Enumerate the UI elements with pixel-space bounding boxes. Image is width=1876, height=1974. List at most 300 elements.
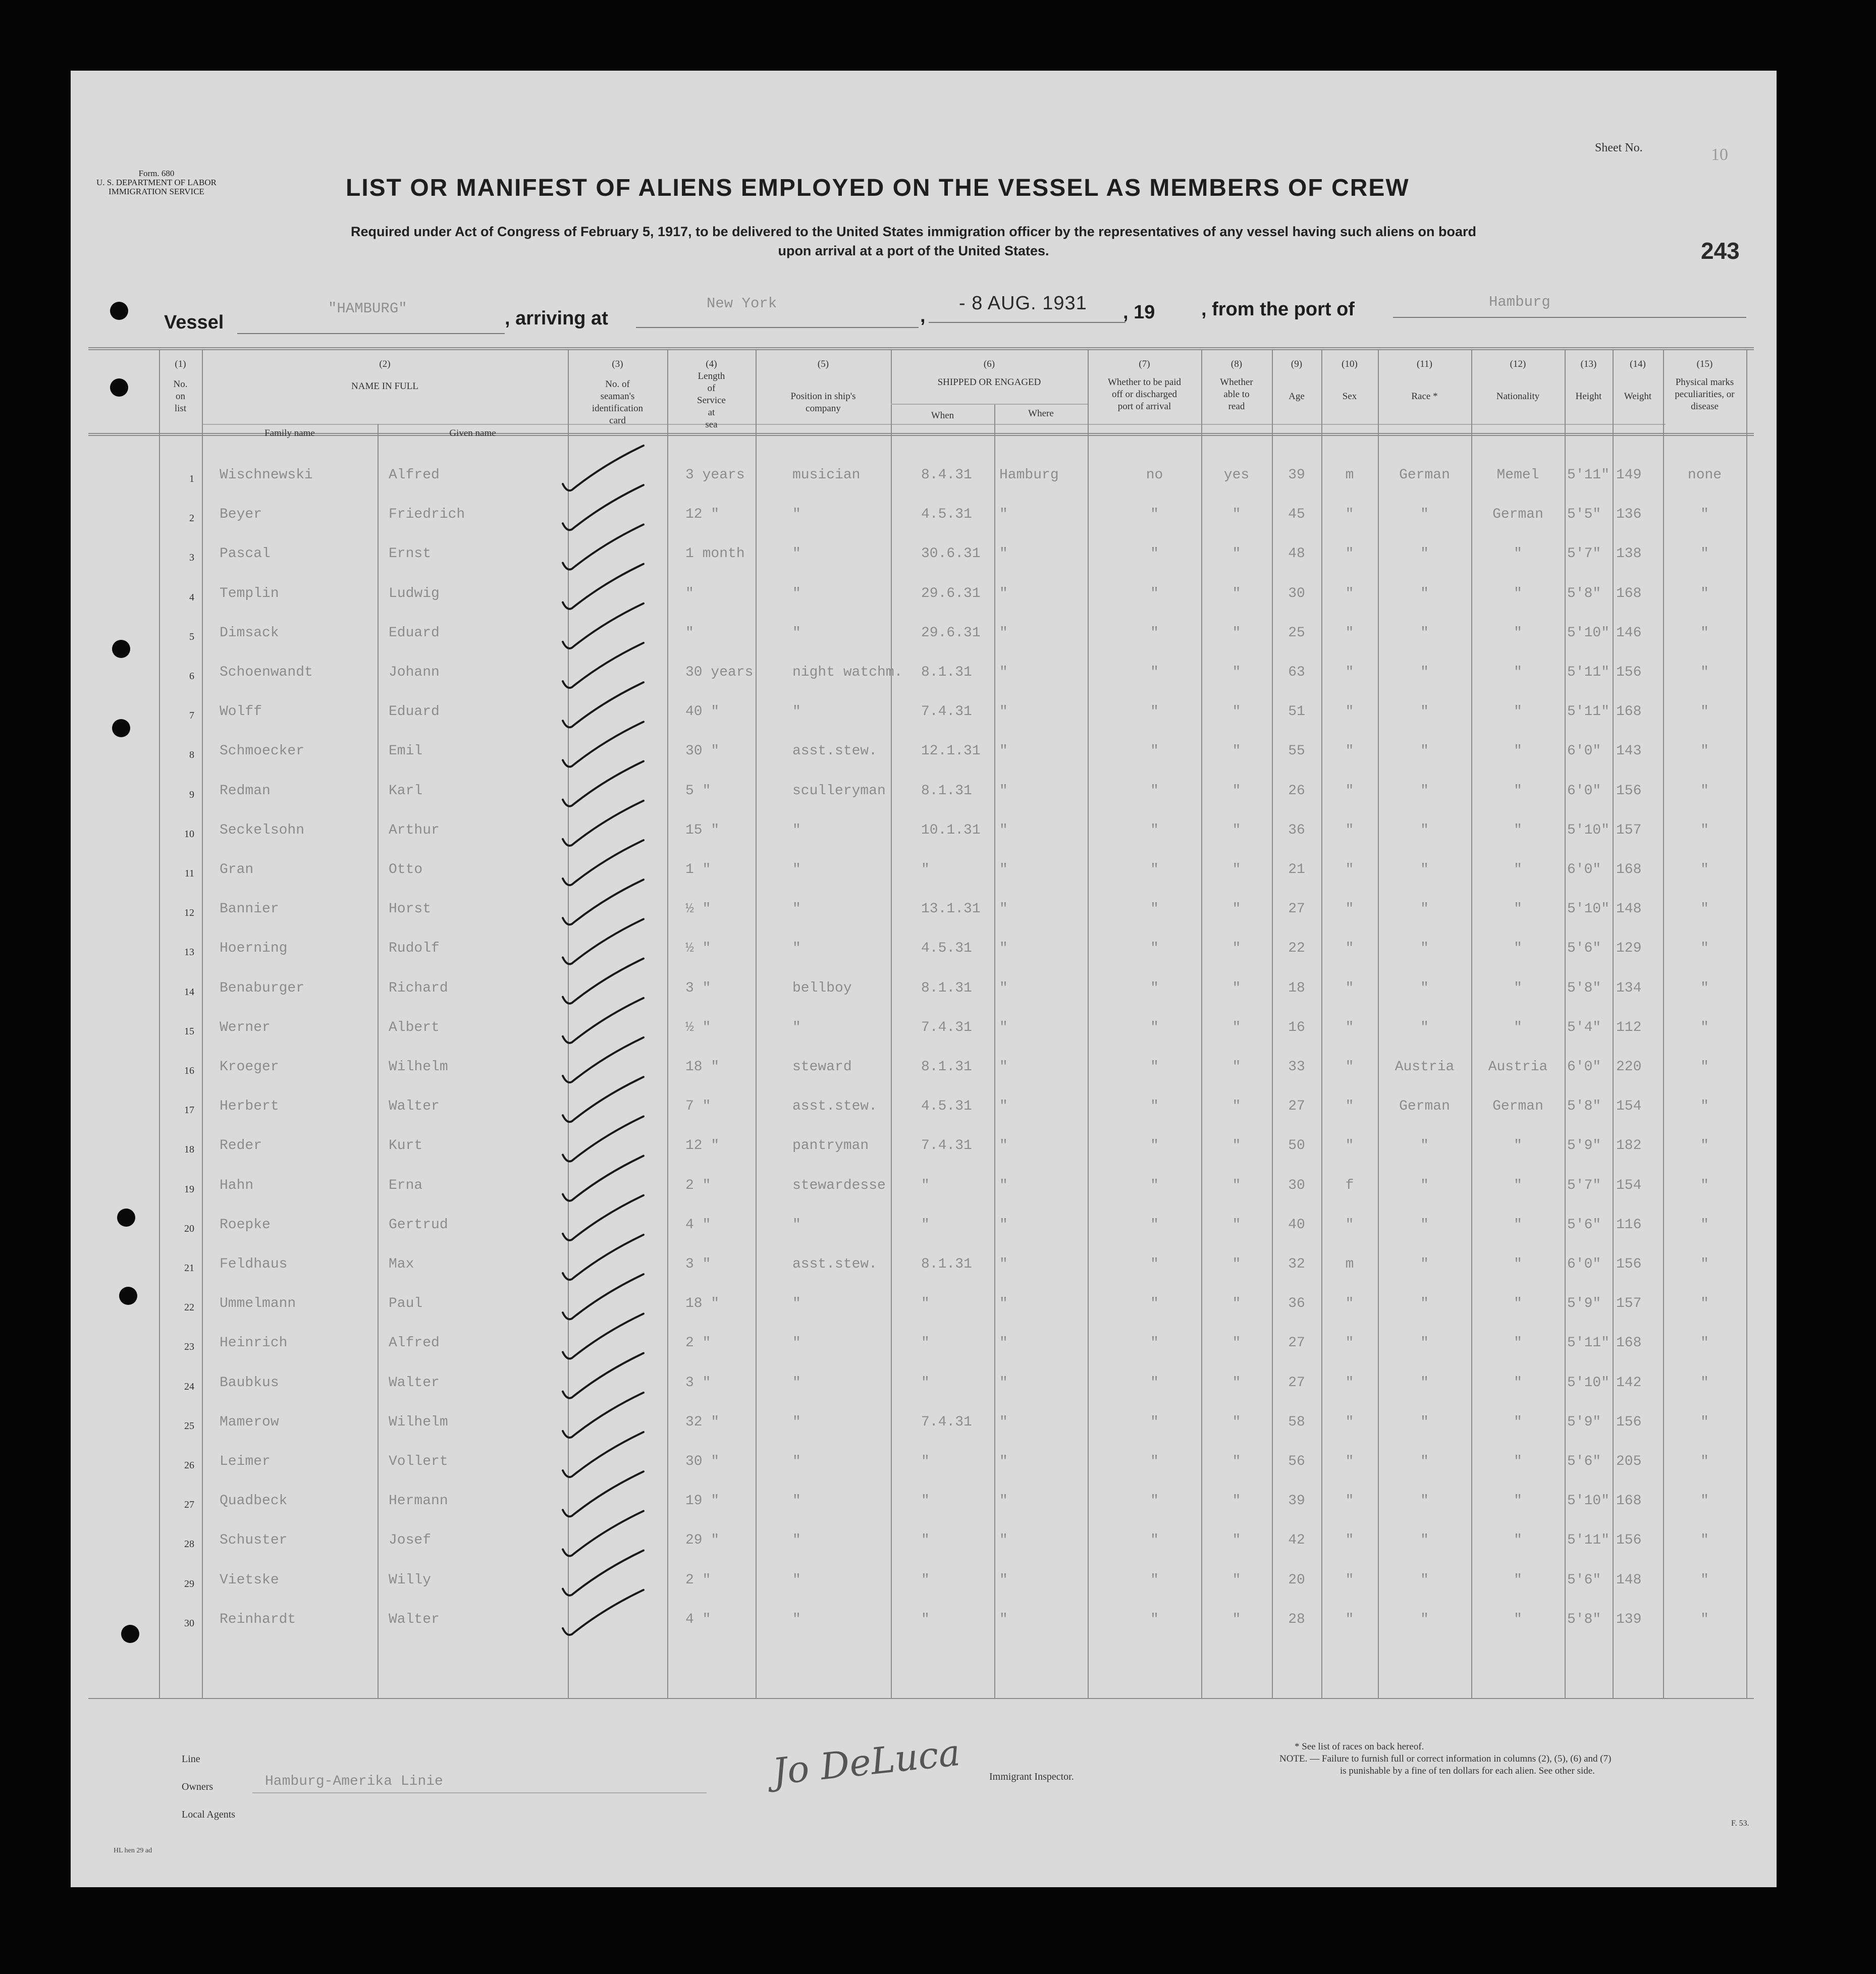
col-number: (2) xyxy=(379,359,391,369)
cell-weight: 156 xyxy=(1616,1532,1642,1548)
row-number: 27 xyxy=(184,1499,194,1510)
cell-paid: " xyxy=(1150,1375,1159,1391)
cell-given: Kurt xyxy=(389,1138,423,1154)
check-mark xyxy=(563,604,644,648)
cell-where: " xyxy=(999,665,1008,680)
cell-service: 19 " xyxy=(685,1493,720,1509)
cell-race: " xyxy=(1420,822,1429,838)
col-label: No. of xyxy=(605,379,630,390)
cell-age: 28 xyxy=(1288,1612,1305,1627)
row-number: 13 xyxy=(184,947,194,958)
cell-family: Schmoecker xyxy=(220,743,305,759)
line-label: Line xyxy=(182,1753,200,1765)
cell-weight: 156 xyxy=(1616,665,1642,680)
cell-age: 30 xyxy=(1288,586,1305,601)
cell-given: Otto xyxy=(389,862,423,878)
cell-position: stewardesse xyxy=(792,1178,886,1193)
sheet-no-value: 10 xyxy=(1711,145,1728,164)
cell-height: 6'0" xyxy=(1567,1059,1601,1075)
cell-sex: m xyxy=(1345,467,1354,483)
cell-position: " xyxy=(792,1414,801,1430)
cell-race: " xyxy=(1420,862,1429,878)
cell-family: Roepke xyxy=(220,1217,271,1233)
cell-paid: " xyxy=(1150,1138,1159,1154)
col-label: port of arrival xyxy=(1117,401,1171,412)
cell-age: 42 xyxy=(1288,1532,1305,1548)
cell-when: " xyxy=(921,1572,930,1588)
row-number: 30 xyxy=(184,1618,194,1629)
cell-nationality: " xyxy=(1514,1612,1522,1627)
cell-where: " xyxy=(999,901,1008,917)
cell-race: " xyxy=(1420,1493,1429,1509)
cell-read: " xyxy=(1232,1178,1241,1193)
cell-where: " xyxy=(999,507,1008,522)
cell-service: ½ " xyxy=(685,1020,711,1035)
cell-height: 5'11" xyxy=(1567,467,1610,483)
cell-height: 5'6" xyxy=(1567,941,1601,956)
cell-marks: " xyxy=(1700,1059,1709,1075)
check-mark xyxy=(563,1353,644,1398)
check-mark xyxy=(563,722,644,766)
cell-paid: " xyxy=(1150,783,1159,799)
cell-weight: 156 xyxy=(1616,783,1642,799)
cell-nationality: " xyxy=(1514,783,1522,799)
row-number: 12 xyxy=(184,907,194,918)
cell-family: Herbert xyxy=(220,1099,279,1114)
check-mark xyxy=(563,880,644,924)
cell-marks: " xyxy=(1700,743,1709,759)
cell-when: " xyxy=(921,1178,930,1193)
row-number: 17 xyxy=(184,1105,194,1116)
cell-when: " xyxy=(921,1217,930,1233)
row-number: 23 xyxy=(184,1341,194,1352)
cell-marks: " xyxy=(1700,665,1709,680)
col-label: Height xyxy=(1575,391,1602,402)
cell-family: Quadbeck xyxy=(220,1493,288,1509)
cell-weight: 168 xyxy=(1616,586,1642,601)
cell-position: asst.stew. xyxy=(792,1099,878,1114)
cell-height: 5'9" xyxy=(1567,1296,1601,1311)
check-mark xyxy=(563,761,644,806)
cell-nationality: " xyxy=(1514,1217,1522,1233)
cell-family: Reder xyxy=(220,1138,262,1154)
cell-weight: 139 xyxy=(1616,1612,1642,1627)
cell-height: 5'6" xyxy=(1567,1572,1601,1588)
cell-read: " xyxy=(1232,704,1241,720)
cell-paid: " xyxy=(1150,665,1159,680)
cell-service: 30 " xyxy=(685,743,720,759)
cell-read: " xyxy=(1232,1099,1241,1114)
cell-given: Alfred xyxy=(389,1335,440,1351)
cell-nationality: " xyxy=(1514,704,1522,720)
check-mark xyxy=(563,564,644,609)
cell-service: 1 " xyxy=(685,862,711,878)
col-label: Weight xyxy=(1624,391,1652,402)
cell-height: 5'10" xyxy=(1567,1375,1610,1391)
cell-when: " xyxy=(921,1375,930,1391)
cell-when: 8.1.31 xyxy=(921,1256,972,1272)
cell-age: 33 xyxy=(1288,1059,1305,1075)
cell-race: " xyxy=(1420,1532,1429,1548)
row-number: 1 xyxy=(189,473,194,484)
cell-where: " xyxy=(999,1020,1008,1035)
cell-age: 63 xyxy=(1288,665,1305,680)
cell-given: Ludwig xyxy=(389,586,440,601)
cell-sex: " xyxy=(1345,1138,1354,1154)
cell-family: Redman xyxy=(220,783,271,799)
col-label: Whether xyxy=(1220,377,1253,388)
check-mark xyxy=(563,1116,644,1161)
col-header-where: Where xyxy=(1028,408,1054,419)
printer-code: HL hen 29 ad xyxy=(114,1847,152,1854)
col-number: (10) xyxy=(1342,359,1358,369)
cell-weight: 154 xyxy=(1616,1178,1642,1193)
cell-paid: " xyxy=(1150,1020,1159,1035)
cell-read: " xyxy=(1232,980,1241,996)
cell-weight: 168 xyxy=(1616,862,1642,878)
cell-when: 13.1.31 xyxy=(921,901,981,917)
check-mark xyxy=(563,1037,644,1082)
cell-nationality: " xyxy=(1514,1335,1522,1351)
cell-weight: 148 xyxy=(1616,1572,1642,1588)
vessel-label: Vessel xyxy=(164,312,224,333)
cell-position: " xyxy=(792,704,801,720)
cell-where: " xyxy=(999,822,1008,838)
cell-age: 45 xyxy=(1288,507,1305,522)
cell-where: Hamburg xyxy=(999,467,1059,483)
cell-paid: " xyxy=(1150,1572,1159,1588)
cell-race: " xyxy=(1420,1217,1429,1233)
cell-paid: " xyxy=(1150,546,1159,562)
cell-when: 7.4.31 xyxy=(921,704,972,720)
cell-height: 5'10" xyxy=(1567,625,1610,641)
cell-weight: 129 xyxy=(1616,941,1642,956)
cell-weight: 142 xyxy=(1616,1375,1642,1391)
cell-marks: " xyxy=(1700,941,1709,956)
cell-when: 7.4.31 xyxy=(921,1138,972,1154)
cell-service: 12 " xyxy=(685,507,720,522)
col-label: Sex xyxy=(1342,391,1357,402)
cell-read: " xyxy=(1232,941,1241,956)
col-label: sea xyxy=(705,419,718,430)
cell-read: " xyxy=(1232,1296,1241,1311)
cell-race: German xyxy=(1399,467,1450,483)
col-number: (3) xyxy=(612,359,623,369)
cell-sex: " xyxy=(1345,1532,1354,1548)
check-mark xyxy=(563,1156,644,1201)
cell-height: 5'8" xyxy=(1567,1612,1601,1627)
cell-sex: " xyxy=(1345,980,1354,996)
cell-service: 18 " xyxy=(685,1059,720,1075)
col-number: (8) xyxy=(1230,359,1243,369)
cell-read: " xyxy=(1232,586,1241,601)
cell-when: 7.4.31 xyxy=(921,1020,972,1035)
cell-marks: " xyxy=(1700,1296,1709,1311)
col-number: (7) xyxy=(1139,359,1150,369)
row-number: 8 xyxy=(189,749,194,760)
cell-height: 5'6" xyxy=(1567,1217,1601,1233)
col-number: (5) xyxy=(817,359,829,369)
cell-sex: " xyxy=(1345,901,1354,917)
cell-age: 40 xyxy=(1288,1217,1305,1233)
cell-read: " xyxy=(1232,862,1241,878)
cell-position: asst.stew. xyxy=(792,743,878,759)
row-number: 15 xyxy=(184,1026,194,1037)
cell-paid: " xyxy=(1150,586,1159,601)
cell-paid: " xyxy=(1150,507,1159,522)
col-number: (6) xyxy=(983,359,995,369)
cell-read: " xyxy=(1232,1256,1241,1272)
cell-race: " xyxy=(1420,1612,1429,1627)
cell-read: " xyxy=(1232,665,1241,680)
col-number: (14) xyxy=(1630,359,1646,369)
check-mark xyxy=(563,1274,644,1319)
cell-given: Gertrud xyxy=(389,1217,448,1233)
cell-marks: " xyxy=(1700,1572,1709,1588)
cell-nationality: " xyxy=(1514,1532,1522,1548)
check-marks xyxy=(71,71,1777,1736)
cell-race: " xyxy=(1420,704,1429,720)
cell-weight: 154 xyxy=(1616,1099,1642,1114)
cell-when: 4.5.31 xyxy=(921,1099,972,1114)
cell-given: Eduard xyxy=(389,625,440,641)
cell-given: Walter xyxy=(389,1612,440,1627)
cell-sex: " xyxy=(1345,1020,1354,1035)
cell-when: " xyxy=(921,1296,930,1311)
cell-marks: " xyxy=(1700,980,1709,996)
cell-nationality: " xyxy=(1514,1020,1522,1035)
cell-marks: " xyxy=(1700,507,1709,522)
cell-age: 16 xyxy=(1288,1020,1305,1035)
cell-position: " xyxy=(792,862,801,878)
cell-given: Karl xyxy=(389,783,423,799)
cell-nationality: " xyxy=(1514,1178,1522,1193)
cell-given: Emil xyxy=(389,743,423,759)
cell-family: Gran xyxy=(220,862,254,878)
cell-where: " xyxy=(999,704,1008,720)
cell-where: " xyxy=(999,783,1008,799)
cell-when: 8.1.31 xyxy=(921,980,972,996)
cell-race: " xyxy=(1420,941,1429,956)
cell-position: " xyxy=(792,625,801,641)
cell-where: " xyxy=(999,1256,1008,1272)
cell-marks: " xyxy=(1700,1493,1709,1509)
row-number: 29 xyxy=(184,1578,194,1589)
cell-when: 29.6.31 xyxy=(921,625,981,641)
cell-read: " xyxy=(1232,1020,1241,1035)
cell-race: " xyxy=(1420,1020,1429,1035)
cell-read: yes xyxy=(1223,467,1250,483)
cell-family: Feldhaus xyxy=(220,1256,288,1272)
col-number: (11) xyxy=(1417,359,1432,369)
cell-position: " xyxy=(792,1296,801,1311)
cell-service: 4 " xyxy=(685,1612,711,1627)
row-number: 9 xyxy=(189,789,194,800)
cell-age: 27 xyxy=(1288,1099,1305,1114)
cell-age: 32 xyxy=(1288,1256,1305,1272)
cell-paid: " xyxy=(1150,1335,1159,1351)
cell-sex: " xyxy=(1345,586,1354,601)
cell-marks: " xyxy=(1700,1454,1709,1469)
cell-paid: " xyxy=(1150,1612,1159,1627)
cell-family: Ummelmann xyxy=(220,1296,296,1311)
cell-race: " xyxy=(1420,1375,1429,1391)
cell-marks: " xyxy=(1700,822,1709,838)
cell-nationality: " xyxy=(1514,862,1522,878)
cell-nationality: " xyxy=(1514,546,1522,562)
cell-family: Vietske xyxy=(220,1572,279,1588)
cell-service: 3 " xyxy=(685,1375,711,1391)
cell-given: Alfred xyxy=(389,467,440,483)
col-label: read xyxy=(1228,401,1245,412)
cell-family: Heinrich xyxy=(220,1335,288,1351)
footnote-note: NOTE. — Failure to furnish full or correct information in columns (2), (5), (6) and (7) xyxy=(1279,1753,1612,1764)
cell-age: 48 xyxy=(1288,546,1305,562)
col-label: Whether to be paid xyxy=(1107,377,1182,388)
cell-age: 51 xyxy=(1288,704,1305,720)
cell-service: 3 " xyxy=(685,1256,711,1272)
cell-marks: " xyxy=(1700,1335,1709,1351)
cell-position: " xyxy=(792,901,801,917)
cell-family: Seckelsohn xyxy=(220,822,305,838)
cell-sex: f xyxy=(1345,1178,1354,1193)
cell-position: " xyxy=(792,1217,801,1233)
cell-read: " xyxy=(1232,1335,1241,1351)
cell-where: " xyxy=(999,1217,1008,1233)
cell-age: 36 xyxy=(1288,1296,1305,1311)
row-number: 25 xyxy=(184,1420,194,1432)
cell-family: Hoerning xyxy=(220,941,288,956)
check-mark xyxy=(563,1551,644,1596)
check-mark xyxy=(563,1590,644,1635)
cell-read: " xyxy=(1232,1059,1241,1075)
cell-paid: " xyxy=(1150,1532,1159,1548)
row-number: 20 xyxy=(184,1223,194,1234)
cell-position: asst.stew. xyxy=(792,1256,878,1272)
cell-paid: " xyxy=(1150,1099,1159,1114)
cell-position: pantryman xyxy=(792,1138,869,1154)
cell-nationality: " xyxy=(1514,1493,1522,1509)
cell-sex: " xyxy=(1345,1059,1354,1075)
cell-family: Dimsack xyxy=(220,625,279,641)
cell-height: 5'11" xyxy=(1567,704,1610,720)
cell-height: 5'11" xyxy=(1567,1532,1610,1548)
cell-nationality: " xyxy=(1514,665,1522,680)
cell-race: " xyxy=(1420,665,1429,680)
cell-family: Schuster xyxy=(220,1532,288,1548)
col-number: (1) xyxy=(175,359,186,369)
cell-where: " xyxy=(999,546,1008,562)
cell-when: 8.1.31 xyxy=(921,783,972,799)
cell-where: " xyxy=(999,1572,1008,1588)
cell-service: ½ " xyxy=(685,901,711,917)
col-number: (13) xyxy=(1580,359,1597,369)
cell-marks: " xyxy=(1700,1532,1709,1548)
row-number: 7 xyxy=(189,710,194,721)
cell-when: " xyxy=(921,1493,930,1509)
page-number: 243 xyxy=(1701,238,1740,264)
cell-weight: 116 xyxy=(1616,1217,1642,1233)
cell-position: " xyxy=(792,586,801,601)
row-number: 10 xyxy=(184,829,194,840)
col-header-given-name: Given name xyxy=(449,428,496,438)
row-number: 4 xyxy=(189,592,194,603)
cell-paid: no xyxy=(1146,467,1163,483)
cell-marks: " xyxy=(1700,1099,1709,1114)
cell-sex: " xyxy=(1345,1375,1354,1391)
cell-position: " xyxy=(792,822,801,838)
cell-service: 32 " xyxy=(685,1414,720,1430)
cell-marks: " xyxy=(1700,783,1709,799)
cell-read: " xyxy=(1232,1532,1241,1548)
arriving-port: New York xyxy=(707,295,777,312)
cell-weight: 138 xyxy=(1616,546,1642,562)
cell-read: " xyxy=(1232,783,1241,799)
cell-where: " xyxy=(999,743,1008,759)
row-number: 21 xyxy=(184,1263,194,1274)
cell-given: Vollert xyxy=(389,1454,448,1469)
cell-when: 4.5.31 xyxy=(921,941,972,956)
cell-sex: " xyxy=(1345,665,1354,680)
cell-paid: " xyxy=(1150,901,1159,917)
inspector-label: Immigrant Inspector. xyxy=(989,1771,1074,1782)
cell-marks: " xyxy=(1700,586,1709,601)
cell-age: 27 xyxy=(1288,901,1305,917)
cell-family: Schoenwandt xyxy=(220,665,313,680)
cell-sex: " xyxy=(1345,625,1354,641)
cell-given: Horst xyxy=(389,901,432,917)
cell-weight: 112 xyxy=(1616,1020,1642,1035)
col-label: Service xyxy=(697,395,726,406)
cell-where: " xyxy=(999,1059,1008,1075)
row-number: 11 xyxy=(184,868,194,879)
cell-weight: 168 xyxy=(1616,704,1642,720)
cell-height: 5'11" xyxy=(1567,1335,1610,1351)
cell-paid: " xyxy=(1150,1178,1159,1193)
cell-position: " xyxy=(792,1454,801,1469)
col-label: No. xyxy=(173,379,188,390)
cell-race: German xyxy=(1399,1099,1450,1114)
cell-position: " xyxy=(792,546,801,562)
cell-race: " xyxy=(1420,980,1429,996)
cell-height: 5'10" xyxy=(1567,901,1610,917)
cell-service: 29 " xyxy=(685,1532,720,1548)
cell-race: " xyxy=(1420,1454,1429,1469)
cell-height: 6'0" xyxy=(1567,1256,1601,1272)
cell-where: " xyxy=(999,586,1008,601)
cell-race: " xyxy=(1420,1414,1429,1430)
cell-race: " xyxy=(1420,1178,1429,1193)
cell-weight: 168 xyxy=(1616,1493,1642,1509)
col-label: peculiarities, or xyxy=(1675,389,1735,400)
cell-nationality: " xyxy=(1514,1138,1522,1154)
cell-paid: " xyxy=(1150,1414,1159,1430)
cell-when: " xyxy=(921,1612,930,1627)
cell-position: " xyxy=(792,1572,801,1588)
col-label: of xyxy=(707,383,716,394)
cell-when: 29.6.31 xyxy=(921,586,981,601)
cell-weight: 156 xyxy=(1616,1414,1642,1430)
cell-where: " xyxy=(999,1414,1008,1430)
col-label: card xyxy=(609,415,626,426)
cell-when: 8.1.31 xyxy=(921,665,972,680)
cell-when: 7.4.31 xyxy=(921,1414,972,1430)
cell-position: " xyxy=(792,1612,801,1627)
cell-height: 5'5" xyxy=(1567,507,1601,522)
col-number: (9) xyxy=(1291,359,1303,369)
cell-nationality: " xyxy=(1514,980,1522,996)
cell-family: Templin xyxy=(220,586,279,601)
